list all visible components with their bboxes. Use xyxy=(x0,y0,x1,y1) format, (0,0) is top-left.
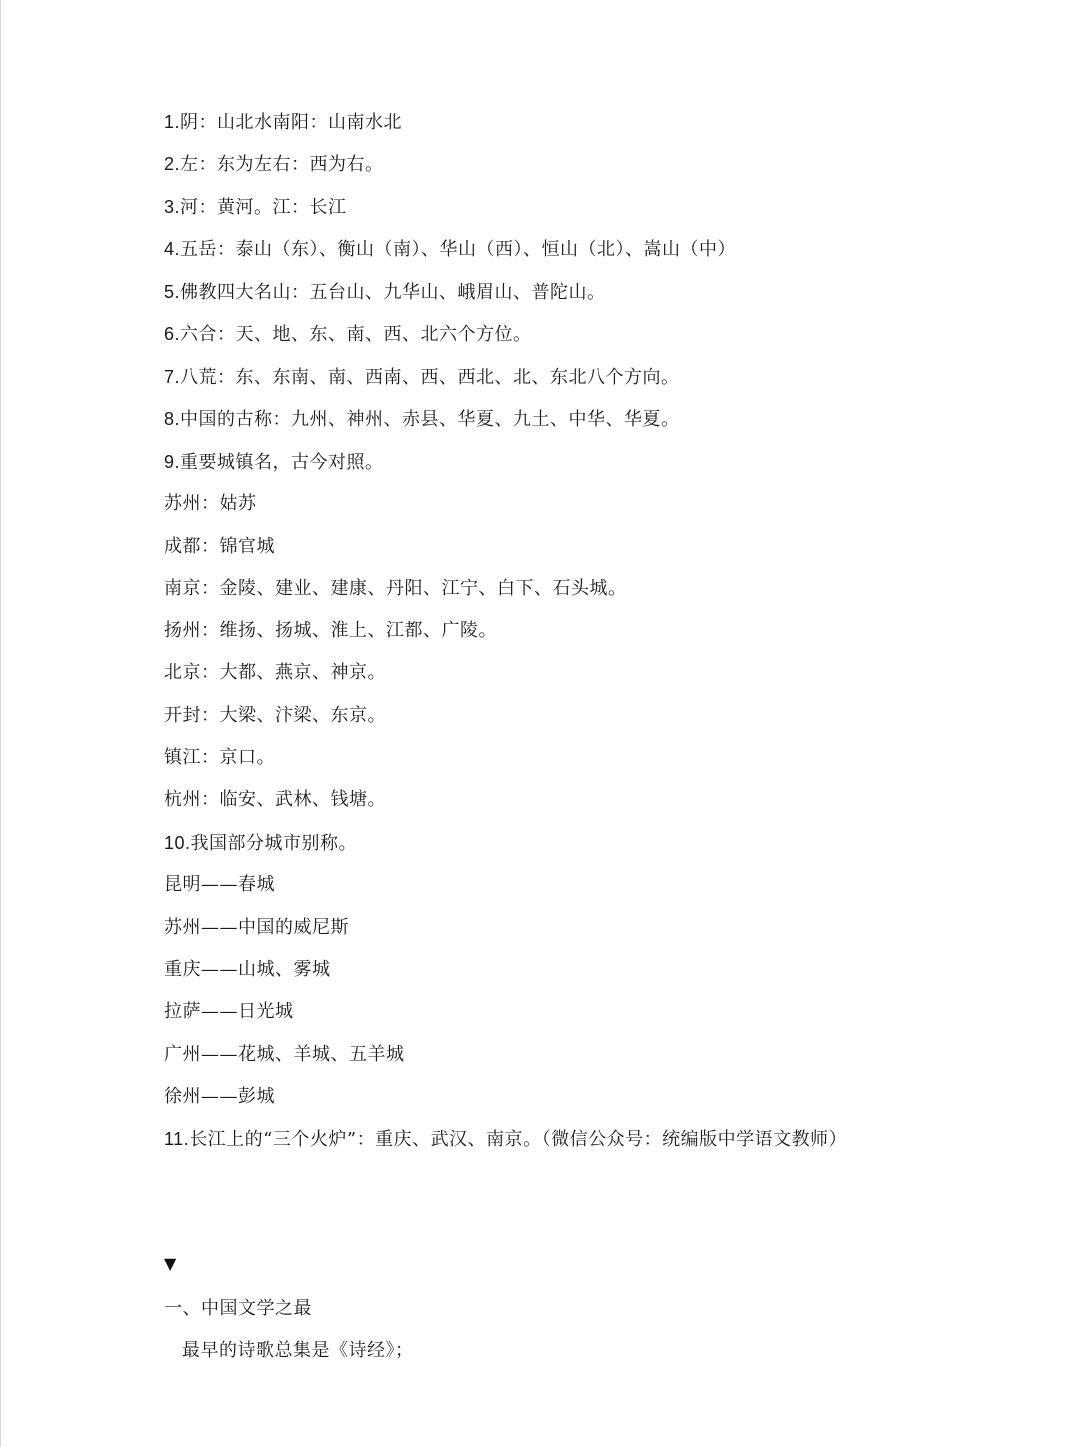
section-heading: 一、中国文学之最 xyxy=(164,1298,312,1319)
alias-chongqing: 重庆——山城、雾城 xyxy=(164,959,331,980)
city-hangzhou: 杭州：临安、武林、钱塘。 xyxy=(164,789,386,810)
item-number: 6. xyxy=(164,324,181,344)
item-text: 佛教四大名山：五台山、九华山、峨眉山、普陀山。 xyxy=(180,282,606,303)
item-number: 8. xyxy=(164,409,181,429)
city-yangzhou: 扬州：维扬、扬城、淮上、江都、广陵。 xyxy=(164,620,497,641)
list-item-2 xyxy=(164,152,384,177)
item-text: 我国部分城市别称。 xyxy=(190,833,358,854)
item-number: 9. xyxy=(164,452,181,472)
city-kaifeng: 开封：大梁、汴梁、东京。 xyxy=(164,705,386,726)
item-number: 7. xyxy=(164,367,181,387)
list-item-3 xyxy=(164,195,347,220)
item-text: 中国的古称：九州、神州、赤县、华夏、九土、中华、华夏。 xyxy=(180,409,680,430)
item-text: 八荒：东、东南、南、西南、西、西北、北、东北八个方向。 xyxy=(180,367,680,388)
item-text: 左：东为左右：西为右。 xyxy=(180,154,384,175)
alias-kunming: 昆明——春城 xyxy=(164,874,275,895)
city-suzhou: 苏州：姑苏 xyxy=(164,493,257,514)
alias-suzhou: 苏州——中国的威尼斯 xyxy=(164,917,349,938)
section-first-line: 最早的诗歌总集是《诗经》； xyxy=(182,1340,414,1361)
item-text: 重要城镇名，古今对照。 xyxy=(180,452,384,473)
list-item-1 xyxy=(164,110,402,135)
item-number: 10. xyxy=(164,833,191,853)
item-number: 4. xyxy=(164,239,181,259)
item-number: 11. xyxy=(164,1129,190,1149)
city-chengdu: 成都：锦官城 xyxy=(164,536,275,557)
item-text: 长江上的“三个火炉”：重庆、武汉、南京。（微信公众号：统编版中学语文教师） xyxy=(189,1129,848,1150)
item-text: 河：黄河。江：长江 xyxy=(180,197,347,218)
alias-xuzhou: 徐州——彭城 xyxy=(164,1086,275,1107)
city-nanjing: 南京：金陵、建业、建康、丹阳、江宁、白下、石头城。 xyxy=(164,578,627,599)
list-item-9 xyxy=(164,450,384,475)
item-number: 2. xyxy=(164,154,181,174)
list-item-10 xyxy=(164,831,357,856)
alias-lasa: 拉萨——日光城 xyxy=(164,1001,294,1022)
item-number: 5. xyxy=(164,282,181,302)
item-number: 3. xyxy=(164,197,181,217)
city-zhenjiang: 镇江：京口。 xyxy=(164,747,275,768)
list-item-7 xyxy=(164,365,680,390)
list-item-11 xyxy=(164,1127,847,1152)
list-item-4 xyxy=(164,237,736,262)
city-beijing: 北京：大都、燕京、神京。 xyxy=(164,662,386,683)
list-item-6 xyxy=(164,322,532,347)
item-text: 六合：天、地、东、南、西、北六个方位。 xyxy=(180,324,532,345)
down-triangle-icon: ▼ xyxy=(164,1254,177,1273)
item-text: 五岳：泰山（东）、衡山（南）、华山（西）、恒山（北）、嵩山（中） xyxy=(180,239,737,260)
alias-guangzhou: 广州——花城、羊城、五羊城 xyxy=(164,1044,405,1065)
list-item-5 xyxy=(164,280,606,305)
list-item-8 xyxy=(164,407,680,432)
item-text: 阴：山北水南阳：山南水北 xyxy=(180,112,403,133)
item-number: 1. xyxy=(164,112,181,132)
